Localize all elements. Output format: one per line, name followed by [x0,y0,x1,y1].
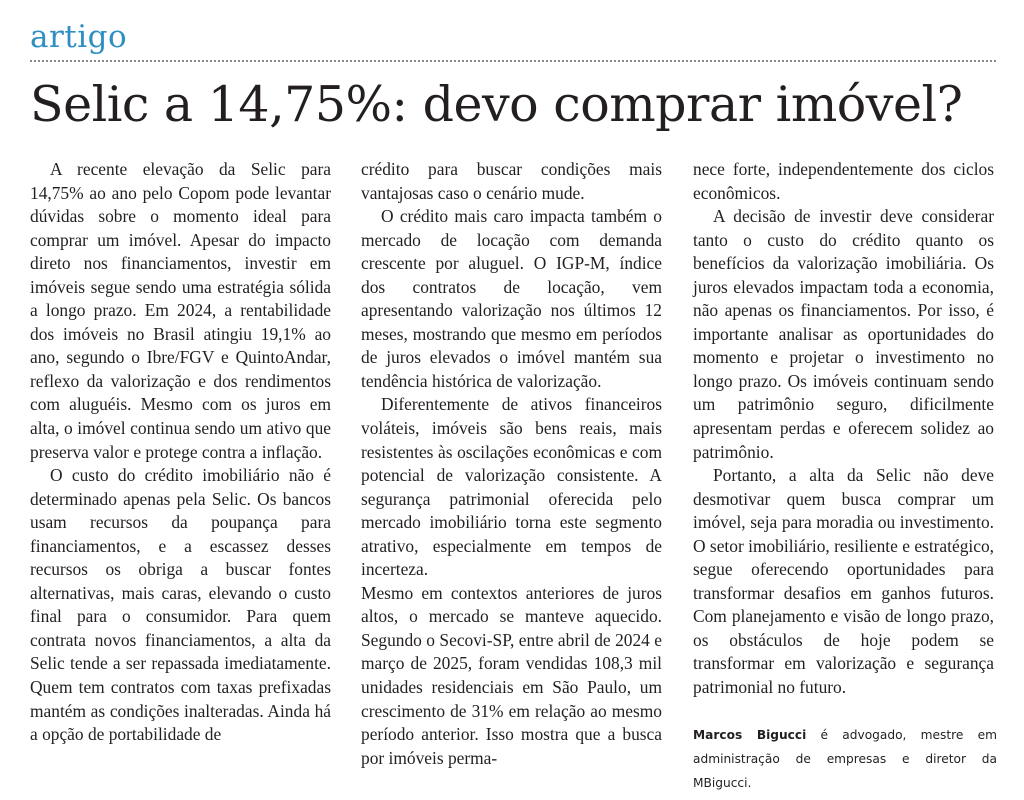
paragraph: Portanto, a alta da Selic não deve desmotivar quem busca comprar um imóvel, seja para moradia ou investimento. O setor imobiliário, resiliente e estratégico, segue oferecendo oportunidades para transformar desafios em ganhos futuros. Com planejamento e visão de longo prazo, os obstáculos de hoje podem se transformar em valorização e segurança patrimonial no futuro. [693,465,994,698]
article-headline: Selic a 14,75%: devo comprar imóvel? [30,76,963,133]
paragraph: A recente elevação da Selic para 14,75% ao ano pelo Copom pode levantar dúvidas sobre o momento ideal para comprar um imóvel. Apesar do impacto direto nos financiamentos, investir em imóveis segue sendo uma estratégia sólida a longo prazo. Em 2024, a rentabilidade dos imóveis no Brasil atingiu 19,1% ao ano, segundo o Ibre/FGV e QuintoAndar, reflexo da valorização e dos rendimentos com aluguéis. Mesmo com os juros em alta, o imóvel continua sendo um ativo que preserva valor e protege contra a inflação. [30,159,331,462]
section-label: artigo [30,19,128,55]
author-bio [693,723,997,795]
section-divider [30,60,996,62]
article-column-2 [361,158,662,770]
paragraph: A decisão de investir deve considerar tanto o custo do crédito quanto os benefícios da valorização imobiliária. Os juros elevados impactam toda a economia, não apenas os financiamentos. Por isso, é importante analisar as oportunidades do momento e projetar o investimento no longo prazo. Os imóveis continuam sendo um patrimônio seguro, dificilmente apresentam perdas e oferecem solidez ao patrimônio. [693,206,994,462]
paragraph: Diferentemente de ativos financeiros voláteis, imóveis são bens reais, mais resistentes às oscilações econômicas e com potencial de valorização consistente. A segurança patrimonial oferecida pelo mercado imobiliário torna este segmento atrativo, especialmente em tempos de incerteza. [361,394,662,580]
author-description: é advogado, mestre em administração de empresas e diretor da MBigucci. [693,728,997,790]
article-column-1 [30,158,331,747]
author-name: Marcos Bigucci [693,728,807,742]
paragraph-continued: nece forte, independentemente dos ciclos econômicos. [693,159,994,203]
paragraph: O custo do crédito imobiliário não é determinado apenas pela Selic. Os bancos usam recursos da poupança para financiamentos, e a escassez desses recursos os obriga a buscar fontes alternativas, mais caras, elevando o custo final para o consumidor. Para quem contrata novos financiamentos, a alta da Selic tende a ser repassada imediatamente. Quem tem contratos com taxas prefixadas mantém as condições inalteradas. Ainda há a opção de portabilidade de [30,465,331,745]
paragraph: Mesmo em contextos anteriores de juros altos, o mercado se manteve aquecido. Segundo o Secovi-SP, entre abril de 2024 e março de 2025, foram vendidas 108,3 mil unidades residenciais em São Paulo, um crescimento de 31% em relação ao mesmo período anterior. Isso mostra que a busca por imóveis perma- [361,582,662,768]
paragraph: O crédito mais caro impacta também o mercado de locação com demanda crescente por aluguel. O IGP-M, índice dos contratos de locação, vem apresentando valorização nos últimos 12 meses, mostrando que mesmo em períodos de juros elevados o imóvel mantém sua tendência histórica de valorização. [361,206,662,391]
paragraph-continued: crédito para buscar condições mais vantajosas caso o cenário mude. [361,159,662,203]
article-column-3 [693,158,994,700]
